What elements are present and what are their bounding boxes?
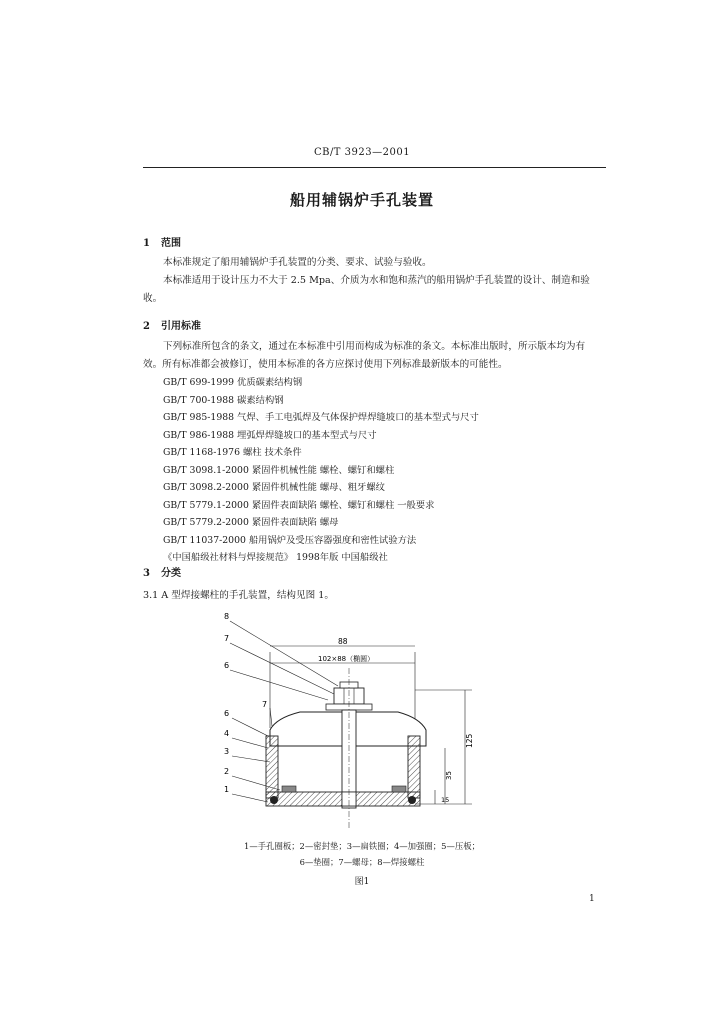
reinforcing-ring-left xyxy=(266,736,278,798)
section-number: 1 xyxy=(143,238,150,249)
reference-list xyxy=(163,374,479,567)
scope-para-1: 本标准规定了船用辅锅炉手孔装置的分类、要求、试验与验收。 xyxy=(163,257,432,268)
section-1-heading xyxy=(143,234,181,249)
reference-item: 《中国船级社材料与焊接规范》 1998年版 中国船级社 xyxy=(163,552,388,563)
callout-label: 7 xyxy=(224,634,230,643)
figure-caption-line-2: 6—垫圈；7—螺母；8—焊接螺柱 xyxy=(299,857,425,867)
dimension-88: 88 xyxy=(338,637,348,646)
section-3-heading xyxy=(143,564,181,579)
dimension-ellipse: 102×88（椭圆） xyxy=(318,655,375,663)
callout-label: 4 xyxy=(224,729,230,738)
figure-caption-line-1: 1—手孔圈板；2—密封垫；3—扁铁圈；4—加强圈；5—压板； xyxy=(243,841,480,851)
reference-item: GB/T 5779.1-2000 紧固件表面缺陷 螺栓、螺钉和螺柱 一般要求 xyxy=(163,499,435,511)
reference-item: GB/T 3098.1-2000 紧固件机械性能 螺栓、螺钉和螺柱 xyxy=(163,464,395,476)
section-title: 范围 xyxy=(161,238,181,249)
dimension-125: 125 xyxy=(465,733,474,748)
references-intro: 下列标准所包含的条文，通过在本标准中引用而构成为标准的条文。本标准出版时，所示版本均为有效。所有标准都会被修订，使用本标准的各方应探讨使用下列标准最新版本的可能性。 xyxy=(143,341,586,370)
reference-item: GB/T 3098.2-2000 紧固件机械性能 螺母、粗牙螺纹 xyxy=(163,482,385,493)
reference-item: GB/T 1168-1976 螺柱 技术条件 xyxy=(163,447,302,458)
document-title: 船用辅锅炉手孔装置 xyxy=(289,191,434,209)
reinforcing-ring-right xyxy=(408,736,420,798)
callout-label: 7 xyxy=(262,700,268,709)
reference-item: GB/T 986-1988 埋弧焊焊缝坡口的基本型式与尺寸 xyxy=(163,429,377,441)
dimension-35: 35 xyxy=(445,771,453,780)
standard-code: CB/T 3923—2001 xyxy=(313,147,411,158)
weld-mark xyxy=(408,796,416,804)
callout-label: 6 xyxy=(224,661,230,670)
page-number: 1 xyxy=(589,894,595,904)
figure-1-drawing xyxy=(210,608,510,840)
callout-label: 8 xyxy=(224,612,230,621)
reference-item: GB/T 699-1999 优质碳素结构钢 xyxy=(163,377,303,388)
section-2-heading xyxy=(143,317,201,332)
section-number: 2 xyxy=(143,321,150,332)
reference-item: GB/T 985-1988 气焊、手工电弧焊及气体保护焊焊缝坡口的基本型式与尺寸 xyxy=(163,412,479,423)
callout-label: 3 xyxy=(224,747,230,756)
callout-label: 6 xyxy=(224,709,230,718)
figure-label: 图1 xyxy=(354,877,370,887)
scope-para-2: 本标准适用于设计压力不大于 2.5 Mpa、介质为水和饱和蒸汽的船用锅炉手孔装置的设计、制造和验收。 xyxy=(143,275,590,304)
header-rule xyxy=(143,167,606,168)
weld-mark xyxy=(270,796,278,804)
reference-item: GB/T 11037-2000 船用锅炉及受压容器强度和密性试验方法 xyxy=(163,534,417,546)
gasket-shape xyxy=(282,786,296,792)
callout-label: 1 xyxy=(224,785,230,794)
reference-item: GB/T 5779.2-2000 紧固件表面缺陷 螺母 xyxy=(163,517,339,528)
callout-label: 2 xyxy=(224,767,230,776)
dimension-15: 15 xyxy=(441,796,450,804)
reference-item: GB/T 700-1988 碳素结构钢 xyxy=(163,394,284,406)
section-number: 3 xyxy=(143,568,150,579)
subsection-3-1: 3.1 A 型焊接螺柱的手孔装置，结构见图 1。 xyxy=(143,590,334,601)
section-title: 引用标准 xyxy=(161,321,201,332)
section-title: 分类 xyxy=(161,568,181,579)
